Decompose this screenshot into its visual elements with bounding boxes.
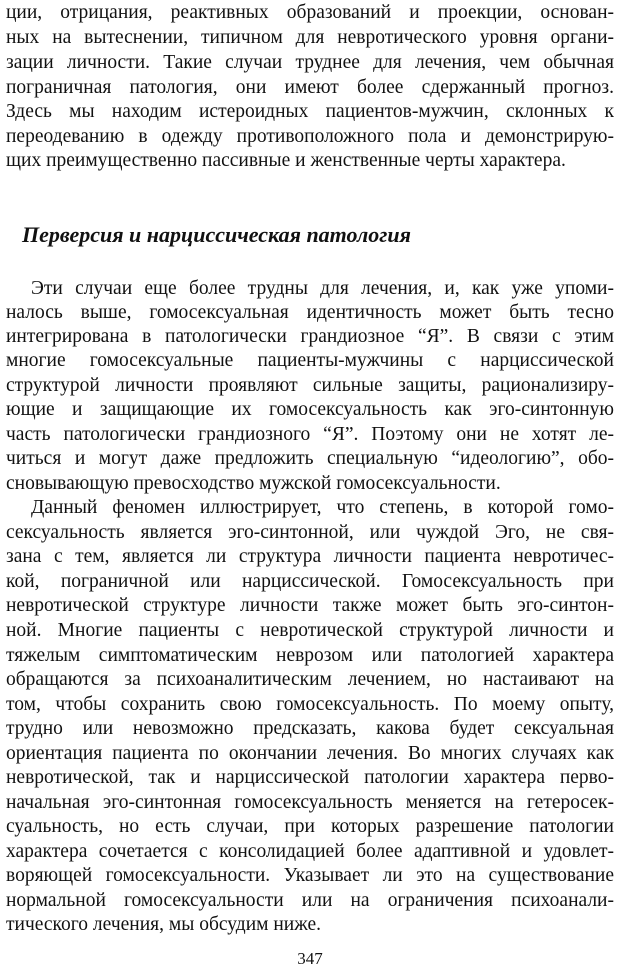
text-line: тического лечения, мы обсудим ниже. bbox=[6, 914, 321, 935]
text-line: структурой личности проявляют сильные защиты, рационализиру- bbox=[6, 375, 614, 396]
text-line: ной. Многие пациенты с невротической структурой личности и bbox=[6, 620, 614, 641]
text-line: Данный феномен иллюстрирует, что степень, в которой гомо- bbox=[31, 497, 614, 518]
text-line: характера сочетается с консолидацией более адаптивной и удовлет- bbox=[6, 841, 614, 862]
text-line: тяжелым симптоматическим неврозом или патологией характера bbox=[6, 645, 614, 666]
text-line: Эти случаи еще более трудны для лечения, и, как уже упоми- bbox=[31, 278, 614, 299]
text-line: трудно или невозможно предсказать, какова будет сексуальная bbox=[6, 718, 614, 739]
text-line: кой, пограничной или нарциссической. Гомосексуальность при bbox=[6, 571, 614, 592]
text-line: сексуальность является эго-синтонной, или чуждой Эго, не свя- bbox=[6, 522, 614, 543]
text-line: том, чтобы сохранить свою гомосексуальность. По моему опыту, bbox=[6, 694, 614, 715]
text-line: ции, отрицания, реактивных образований и проекции, основан- bbox=[6, 2, 614, 23]
section-heading: Перверсия и нарциссическая патология bbox=[22, 222, 411, 247]
text-line: часть патологически грандиозного “Я”. Поэтому они не хотят ле- bbox=[6, 424, 614, 445]
text-line: многие гомосексуальные пациенты-мужчины с нарциссической bbox=[6, 350, 614, 371]
text-line: ориентация пациента по окончании лечения. Во многих случаях как bbox=[6, 743, 614, 764]
text-line: интегрирована в патологически грандиозное “Я”. В связи с этим bbox=[6, 326, 614, 347]
text-line: переодеванию в одежду противоположного пола и демонстрирую- bbox=[6, 126, 614, 147]
text-line: Здесь мы находим истероидных пациентов-мужчин, склонных к bbox=[6, 101, 614, 122]
text-line: зации личности. Такие случаи труднее для лечения, чем обычная bbox=[6, 52, 614, 73]
text-line: ных на вытеснении, типичном для невротического уровня органи- bbox=[6, 27, 614, 48]
text-line: сновывающую превосходство мужской гомосексуальности. bbox=[6, 473, 501, 494]
text-line: налось выше, гомосексуальная идентичность может быть тесно bbox=[6, 302, 614, 323]
text-line: пограничная патология, они имеют более сдержанный прогноз. bbox=[6, 77, 614, 98]
text-line: суальность, но есть случаи, при которых разрешение патологии bbox=[6, 816, 614, 837]
text-line: воряющей гомосексуальности. Указывает ли это на существование bbox=[6, 865, 614, 886]
text-line: ющие и защищающие их гомосексуальность как эго-синтонную bbox=[6, 399, 614, 420]
text-line: щих преимущественно пассивные и женственные черты характера. bbox=[6, 150, 566, 171]
text-line: читься и могут даже предложить специальную “идеологию”, обо- bbox=[6, 448, 614, 469]
text-line: обращаются за психоаналитическим лечением, но настаивают на bbox=[6, 669, 614, 690]
text-line: зана с тем, является ли структура личности пациента невротичес- bbox=[6, 546, 614, 567]
page-number: 347 bbox=[297, 949, 323, 968]
text-line: нормальной гомосексуальности или на ограничения психоанали- bbox=[6, 890, 614, 911]
text-line: невротической, так и нарциссической патологии характера перво- bbox=[6, 767, 614, 788]
text-line: начальная эго-синтонная гомосексуальность меняется на гетеросек- bbox=[6, 792, 614, 813]
text-line: невротической структуре личности также может быть эго-синтон- bbox=[6, 595, 614, 616]
